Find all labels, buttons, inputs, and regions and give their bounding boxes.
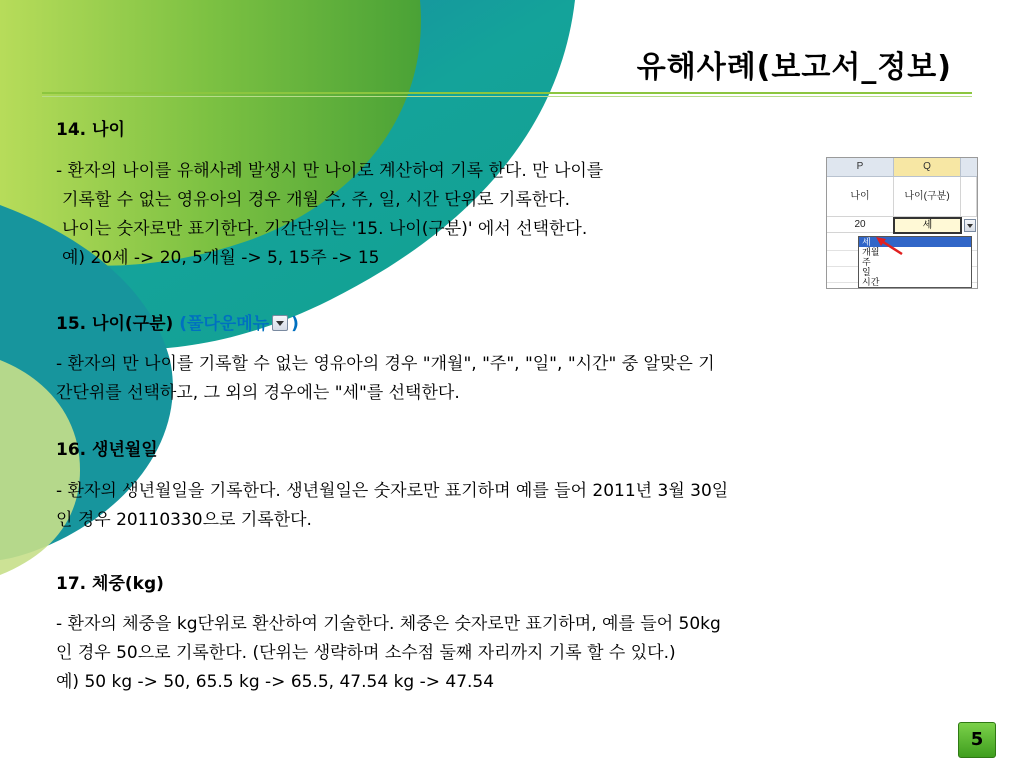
pulldown-note-text: (풀다운메뉴 xyxy=(179,314,270,334)
title-underline-thin xyxy=(42,96,972,97)
section-17-heading: 17. 체중(kg) xyxy=(56,574,164,594)
pulldown-note-close: ) xyxy=(291,314,299,334)
section-15-line-1: - 환자의 만 나이를 기록할 수 없는 영유아의 경우 "개월", "주", "일", "시간" 중 알맞은 기 xyxy=(56,354,715,374)
section-17-line-3: 예) 50 kg -> 50, 65.5 kg -> 65.5, 47.54 kg -> 47.54 xyxy=(56,672,495,692)
excel-dropdown-button[interactable] xyxy=(964,219,976,232)
excel-header-age: 나이 xyxy=(827,177,894,217)
section-17-line-2: 인 경우 50으로 기록한다. (단위는 생략하며 소수점 둘째 자리까지 기록 할 수 있다.) xyxy=(56,643,676,663)
section-16-heading: 16. 생년월일 xyxy=(56,440,158,460)
section-14-line-4: 예) 20세 -> 20, 5개월 -> 5, 15주 -> 15 xyxy=(62,248,380,268)
section-14-line-1: - 환자의 나이를 유해사례 발생시 만 나이로 계산하여 기록 한다. 만 나이를 xyxy=(56,161,604,181)
excel-column-next xyxy=(961,158,978,177)
excel-selected-cell[interactable]: 세 xyxy=(893,217,962,234)
excel-option[interactable]: 시간 xyxy=(862,277,880,287)
excel-column-p: P xyxy=(827,158,894,177)
red-arrow-icon xyxy=(872,234,908,258)
page-number-badge: 5 xyxy=(958,722,996,758)
section-14-line-3: 나이는 숫자로만 표기한다. 기간단위는 '15. 나이(구분)' 에서 선택한다. xyxy=(62,219,588,239)
excel-option[interactable]: 주 xyxy=(862,257,871,267)
excel-age-value: 20 xyxy=(827,217,894,233)
excel-option[interactable]: 세 xyxy=(859,237,971,247)
section-14-heading: 14. 나이 xyxy=(56,120,125,140)
dropdown-icon xyxy=(272,315,288,331)
pulldown-note xyxy=(179,314,299,334)
excel-option[interactable]: 개월 xyxy=(862,247,880,257)
excel-option[interactable]: 일 xyxy=(862,267,871,277)
title-underline xyxy=(42,92,972,94)
excel-header-blank xyxy=(961,177,977,217)
section-16-text xyxy=(56,477,728,535)
section-15-text xyxy=(56,350,715,408)
section-15-line-2: 간단위를 선택하고, 그 외의 경우에는 "세"를 선택한다. xyxy=(56,383,460,403)
section-14-text xyxy=(56,157,603,273)
excel-header-age-type: 나이(구분) xyxy=(894,177,961,217)
section-14-line-2: 기록할 수 없는 영유아의 경우 개월 수, 주, 일, 시간 단위로 기록한다. xyxy=(62,190,571,210)
section-17-line-1: - 환자의 체중을 kg단위로 환산하여 기술한다. 체중은 숫자로만 표기하며, 예를 들어 50kg xyxy=(56,614,721,634)
section-16-line-2: 인 경우 20110330으로 기록한다. xyxy=(56,510,312,530)
slide-title: 유해사례(보고서_정보) xyxy=(636,50,952,85)
section-16-line-1: - 환자의 생년월일을 기록한다. 생년월일은 숫자로만 표기하며 예를 들어 2011년 3월 30일 xyxy=(56,481,729,501)
excel-column-q: Q xyxy=(894,158,961,177)
section-17-text xyxy=(56,610,721,697)
section-15-title: 15. 나이(구분) xyxy=(56,314,174,334)
section-15-heading xyxy=(56,310,299,339)
